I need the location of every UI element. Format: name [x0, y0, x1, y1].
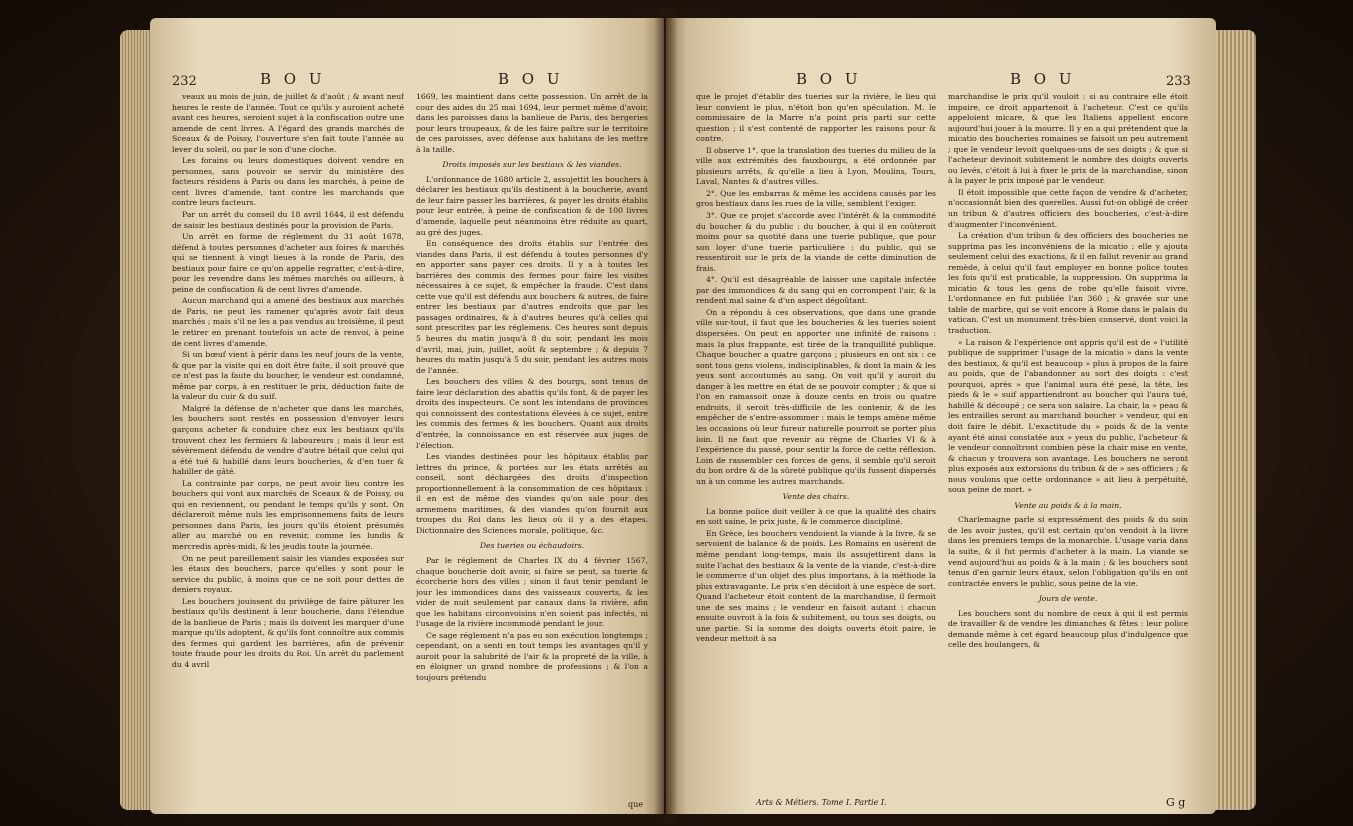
paragraph: La bonne police doit veiller à ce que la qualité des chairs en soit saine, le prix juste, & le commerce discipliné.	[696, 506, 936, 527]
left-page	[150, 18, 664, 814]
catchword: que	[628, 800, 644, 809]
paragraph: 1669, les maintient dans cette possession. Un arrêt de la cour des aides du 25 mai 1694, leur permet même d'avoir, dans les paroisses dans la banlieue de Paris, des bergeries pour leurs troupeaux, & de les faire paître sur le territoire de ces paroisses, avec défense aux habitans de les mettre à la taille.	[416, 92, 648, 154]
paragraph: Les bouchers des villes & des bourgs, sont tenus de faire leur déclaration des abattis qu'ils font, & de payer les droits des inspecteurs. Ce sont les intendans de provinces qui connoissent des contestations élevées à ce sujet, entre les commis des fermes & les bouchers. Quant aux droits d'entrée, la connoissance en est réservée aux juges de l'élection.	[416, 377, 648, 450]
paragraph: L'ordonnance de 1680 article 2, assujettit les bouchers à déclarer les bestiaux qu'ils destinent à la boucherie, avant de leur faire passer les barrières, & payer les droits établis pour leur entrée, à peine de confiscation & de 100 livres d'amende, laquelle peut néanmoins être réduite au quart, au gré des juges.	[416, 174, 648, 237]
left-page-number: 232	[172, 74, 197, 89]
right-column-1	[696, 92, 936, 804]
paragraph: Si un bœuf vient à périr dans les neuf jours de la vente, & que par la visite qui en doit être faite, il soit prouvé que ce n'est pas la faute du boucher, le vendeur est condamné, même par corps, à en restituer le prix, déduction faite de la valeur du cuir & du suif.	[172, 350, 404, 402]
paragraph: veaux au mois de juin, de juillet & d'août ; & avant neuf heures le reste de l'année. Tout ce qu'ils y auroient acheté avant ces heures, seroient sujet à la confiscation outre une amende de cent livres. A l'égard des grands marchés de Sceaux & de Poissy, l'ouverture s'en fait toute l'année au lever du soleil, ou par le son d'une cloche.	[172, 92, 404, 154]
left-column-2	[416, 92, 648, 804]
paragraph: 3°. Que ce projet s'accorde avec l'intérêt & la commodité du boucher & du public : du boucher, à qui il en coûteroit moins pour sa quotité dans une tuerie publique, que pour son loyer d'une tuerie particulière : du public, qui se ressentiroit sur le prix de la viande de cette diminution de frais.	[696, 211, 936, 273]
right-page	[666, 18, 1216, 814]
section-heading: Des tueries ou échaudoirs.	[479, 541, 585, 551]
footer-volume: Arts & Métiers. Tome I. Partie I.	[756, 798, 887, 807]
paragraph: Il observe 1°. que la translation des tueries du milieu de la ville aux extrémités des fauxbourgs, a été ordonnée par plusieurs arrêts, & qu'elle a lieu à Lyon, Moulins, Tours, Laval, Nantes & d'autres villes.	[696, 145, 936, 187]
paragraph: marchandise le prix qu'il vouloit : si au contraire elle étoit impaire, ce droit appartenoit à l'acheteur. C'est ce qu'ils appeloient micare, & que les Italiens appellent encore aujourd'hui jouer à la mourre. Il y en a qui prétendent que la micatio des boucheries romaines se faisoit un peu autrement ; que le vendeur levoit quelques-uns de ses doigts ; & que si l'acheteur devinoit subitement le nombre des doigts ouverts ou levés, c'étoit à lui à fixer le prix de la marchandise, sinon à la payer le prix imposé par le vendeur.	[948, 92, 1188, 186]
paragraph: Par un arrêt du conseil du 18 avril 1644, il est défendu de saisir les bestiaux destinés pour la provision de Paris.	[172, 210, 404, 230]
paragraph: Malgré la défense de n'acheter que dans les marchés, les bouchers sont restés en possession d'envoyer leurs garçons acheter & conduire chez eux les bestiaux qu'ils trouvent chez les fermiers & laboureurs ; mais il leur est sévèrement défendu de vendre d'autre bétail que celui qui a été tué & habillé dans leurs boucheries, & d'en tuer & habiller de gâté.	[172, 403, 404, 477]
paragraph: Les viandes destinées pour les hôpitaux établis par lettres du prince, & portées sur les états arrêtés au conseil, sont déchargées des droits d'inspection proportionnellement à la consommation de ces hôpitaux : il en est de même des viandes qu'on sale pour des armemens maritimes, & des viandes qu'on fournit aux troupes du Roi dans les lieux où il y a des étapes. Dictionnaire des Sciences morale, politique, &c.	[416, 452, 648, 535]
paragraph: 2°. Que les embarras & même les accidens causés par les gros bestiaux dans les rues de la ville, semblent l'exiger.	[696, 188, 936, 209]
paragraph: Par le réglement de Charles IX du 4 février 1567, chaque boucherie doit avoir, si faire se peut, sa tuerie & écorcherie hors des villes ; sinon il faut tenir pendant le jour les immondices dans des vaisseaux couverts, & les vider de nuit seulement par canaux dans la rivière, afin que les habitans circonvoisins n'en soient pas infectés, ni l'usage de la rivière incommodé pendant le jour.	[416, 555, 648, 629]
left-page-header-left: B O U	[260, 70, 326, 88]
paragraph: En Grèce, les bouchers vendoient la viande à la livre, & se servoient de balance & de poids. Les Romains en usèrent de même pendant long-temps, mais ils assujettirent dans la suite l'achat des bestiaux & la vente de la viande, c'est-à-dire le commerce d'un objet des plus importans, à la méthode la plus extravagante. Le prix s'en décidoit à une espèce de sort. Quand l'acheteur étoit content de la marchandise, il fermoit une de ses mains ; le vendeur en faisoit autant : chacun ensuite ouvroit à la fois & subitement, ou tous ses doigts, ou une partie. Si la somme des doigts ouverts étoit paire, le vendeur mettoit à sa	[696, 528, 936, 644]
right-page-number: 233	[1166, 74, 1191, 89]
paragraph: En conséquence des droits établis sur l'entrée des viandes dans Paris, il est défendu à toutes personnes d'y en apporter sans payer ces droits. Il y a à toutes les barrières des commis des fermes pour faire les visites nécessaires à ce sujet, & empêcher la fraude. C'est dans cette vue qu'il est défendu aux bouchers & autres, de faire entrer les bestiaux par d'autres endroits que par les passages ordinaires, & à d'autres heures qu'à celles qui sont prescrites par les réglemens. Ces heures sont depuis 5 heures du matin jusqu'à 8 du soir, pendant les mois d'avril, mai, juin, juillet, août & septembre ; & depuis 7 heures du matin jusqu'à 5 du soir, pendant les autres mois de l'année.	[416, 239, 648, 375]
left-page-header-right: B O U	[498, 70, 564, 88]
left-column-1	[172, 92, 404, 804]
right-column-2	[948, 92, 1188, 804]
paragraph: Un arrêt en forme de réglement du 31 août 1678, défend à toutes personnes d'acheter aux foires & marchés qui se tiennent à vingt lieues à la ronde de Paris, des bestiaux pour faire ce qu'on appelle regratter, c'est-à-dire, pour les revendre dans les mêmes marchés ou ailleurs, à peine de confiscation & de cent livres d'amende.	[172, 232, 404, 294]
paragraph: Les forains ou leurs domestiques doivent vendre en personnes, sans pouvoir se servir du ministère des facteurs résidens à Paris ou dans les marchés, à peine de cent livres d'amende, tant contre les marchands que contre leurs facteurs.	[172, 156, 404, 208]
paragraph: Charlemagne parle si expressément des poids & du soin de les avoir justes, qu'il est certain qu'on vendoit à la livre dans les premiers temps de la monarchie. L'usage varia dans la suite, & il fut permis d'acheter à la main. La viande se vend aujourd'hui au poids & à la main ; & les bouchers sont tenus d'en garnir leurs étaux, selon l'obligation qu'ils en ont contractée envers le public, sous peine de la vie.	[948, 515, 1188, 588]
right-page-header-right: B O U	[1010, 70, 1076, 88]
paragraph: Ce sage réglement n'a pas eu son exécution longtemps ; cependant, on a senti en tout temps les avantages qu'il y auroit pour la salubrité de l'air & la propreté de la ville, à en éloigner un grand nombre de professions ; & l'on a toujours prétendu	[416, 630, 648, 682]
section-heading: Jours de vente.	[1038, 594, 1098, 604]
paragraph: Les bouchers jouissent du privilège de faire pâturer les bestiaux qu'ils destinent à leur boucherie, dans l'étendue de la banlieue de Paris ; mais ils doivent les marquer d'une marque qu'ils adoptent, & qu'ils font connoître aux commis des fermes qui gardent les barrières, afin de prévenir toute fraude pour les droits du Roi. Un arrêt du parlement du 4 avril	[172, 596, 404, 669]
paragraph: On ne peut pareillement saisir les viandes exposées sur les étaux des bouchers, parce qu'elles y sont pour le service du public, à moins que ce ne soit pour dettes de deniers royaux.	[172, 553, 404, 595]
paragraph: 4°. Qu'il est désagréable de laisser une capitale infectée par des immondices & du sang qui en corrompent l'air, & la rendent mal saine & d'un aspect dégoûtant.	[696, 275, 936, 306]
signature-mark: G g	[1166, 796, 1186, 809]
book-gutter	[654, 8, 678, 824]
section-heading: Vente des chairs.	[782, 492, 850, 502]
right-page-header-left: B O U	[796, 70, 862, 88]
paragraph: Il étoit impossible que cette façon de vendre & d'acheter, n'occasionnât bien des querelles. Aussi fut-on obligé de créer un tribun & d'autres officiers des boucheries, c'est-à-dire d'augmenter l'inconvénient.	[948, 187, 1188, 229]
section-heading: Droits imposés sur les bestiaux & les viandes.	[442, 160, 622, 170]
paragraph: Aucun marchand qui a amené des bestiaux aux marchés de Paris, ne peut les ramener qu'après avoir fait deux marchés ; mais s'il ne les a pas vendus au troisième, il peut le retirer en prenant toutefois un acte de renvoi, à peine de cent livres d'amende.	[172, 296, 404, 348]
left-page-edges	[120, 30, 154, 810]
right-page-edges	[1214, 30, 1256, 810]
paragraph: La contrainte par corps, ne peut avoir lieu contre les bouchers qui vont aux marchés de Sceaux & de Poissy, ou qui en reviennent, ou pendant le temps qu'ils y sont. On déclareroit même nuls les emprisonnemens faits de leurs personnes dans Paris, les jours qu'ils étoient présumés aller au marché ou en revenir, comme les lundis & mercredis après-midi, & les jeudis toute la journée.	[172, 478, 404, 551]
paragraph: que le projet d'établir des tueries sur la rivière, le lieu qui leur convient le plus, n'étoit bon qu'en spéculation. M. le commissaire de la Marre n'a point pris parti sur cette question ; il s'est contenté de rapporter les raisons pour & contre.	[696, 92, 936, 144]
section-heading: Vente au poids & à la main.	[1014, 500, 1122, 510]
paragraph: « La raison & l'expérience ont appris qu'il est de » l'utilité publique de supprimer l'usage de la micatio » dans la vente des bestiaux, & qu'il est beaucoup » plus à propos de la faire au poids, que de l'abandonner au sort des doigts : c'est pourquoi, après » que l'animal aura été pesé, la tête, les pieds & le » suif appartiendront au boucher qui l'aura tué, habillé & découpé ; ce sera son salaire. La chair, la » peau & les entrailles seront au marchand boucher » vendeur, qui en doit faire le débit. L'exactitude du » poids & de la vente ayant été ainsi constatée aux » yeux du public, l'acheteur & le vendeur connoîtront combien pèse la chair mise en vente, & chacun y trouvera son avantage. Les bouchers ne seront plus exposés aux extorsions du tribun & de » ses officiers ; & nous voulons que cette ordonnance » ait lieu à perpétuité, sous peine de mort. »	[948, 337, 1188, 495]
paragraph: La création d'un tribun & des officiers des boucheries ne supprima pas les inconvéniens de la micatio : elle y ajouta seulement celui des exactions, & il en fallut revenir au grand remède, à celui qu'il faut employer en bonne police toutes les fois qu'il est praticable, la suppression. On supprima la micatio & tous les gens de robe qu'elle faisoit vivre. L'ordonnance en fut publiée l'an 360 ; & gravée sur une table de marbre, qui se voit encore à Rome dans le palais du vatican. C'est un monument très-bien conservé, dont voici la traduction.	[948, 231, 1188, 336]
paragraph: Les bouchers sont du nombre de ceux à qui il est permis de travailler & de vendre les dimanches & fêtes : leur police demande même à cet égard beaucoup plus d'indulgence que celle des boulangers, &	[948, 608, 1188, 650]
paragraph: On a répondu à ces observations, que dans une grande ville sur-tout, il faut que les boucheries & les tueries soient dispersées. On peut en apporter une infinité de raisons : mais la plus frappante, est tirée de la tranquillité publique. Chaque boucher a quatre garçons ; plusieurs en ont six : ce sont tous gens violens, indisciplinables, & dont la main & les yeux sont accoutumés au sang. On voit qu'il y auroit du danger à les mettre en état de se pouvoir compter ; & que si l'on en ramassoit onze à douze cents en trois ou quatre endroits, il seroit très-difficile de les contenir, & de les empêcher de s'entre-assommer : mais le temps amène même les occasions où leur fureur naturelle pourroit se porter plus loin. Il ne faut que revenir au règne de Charles VI & à l'expérience du passé, pour sentir la force de cette réflexion. Loin de rassembler ces forces de gens, il semble qu'il seroit du bon ordre & de la sûreté publique qu'ils fussent dispersés un à un comme les autres marchands.	[696, 307, 936, 486]
